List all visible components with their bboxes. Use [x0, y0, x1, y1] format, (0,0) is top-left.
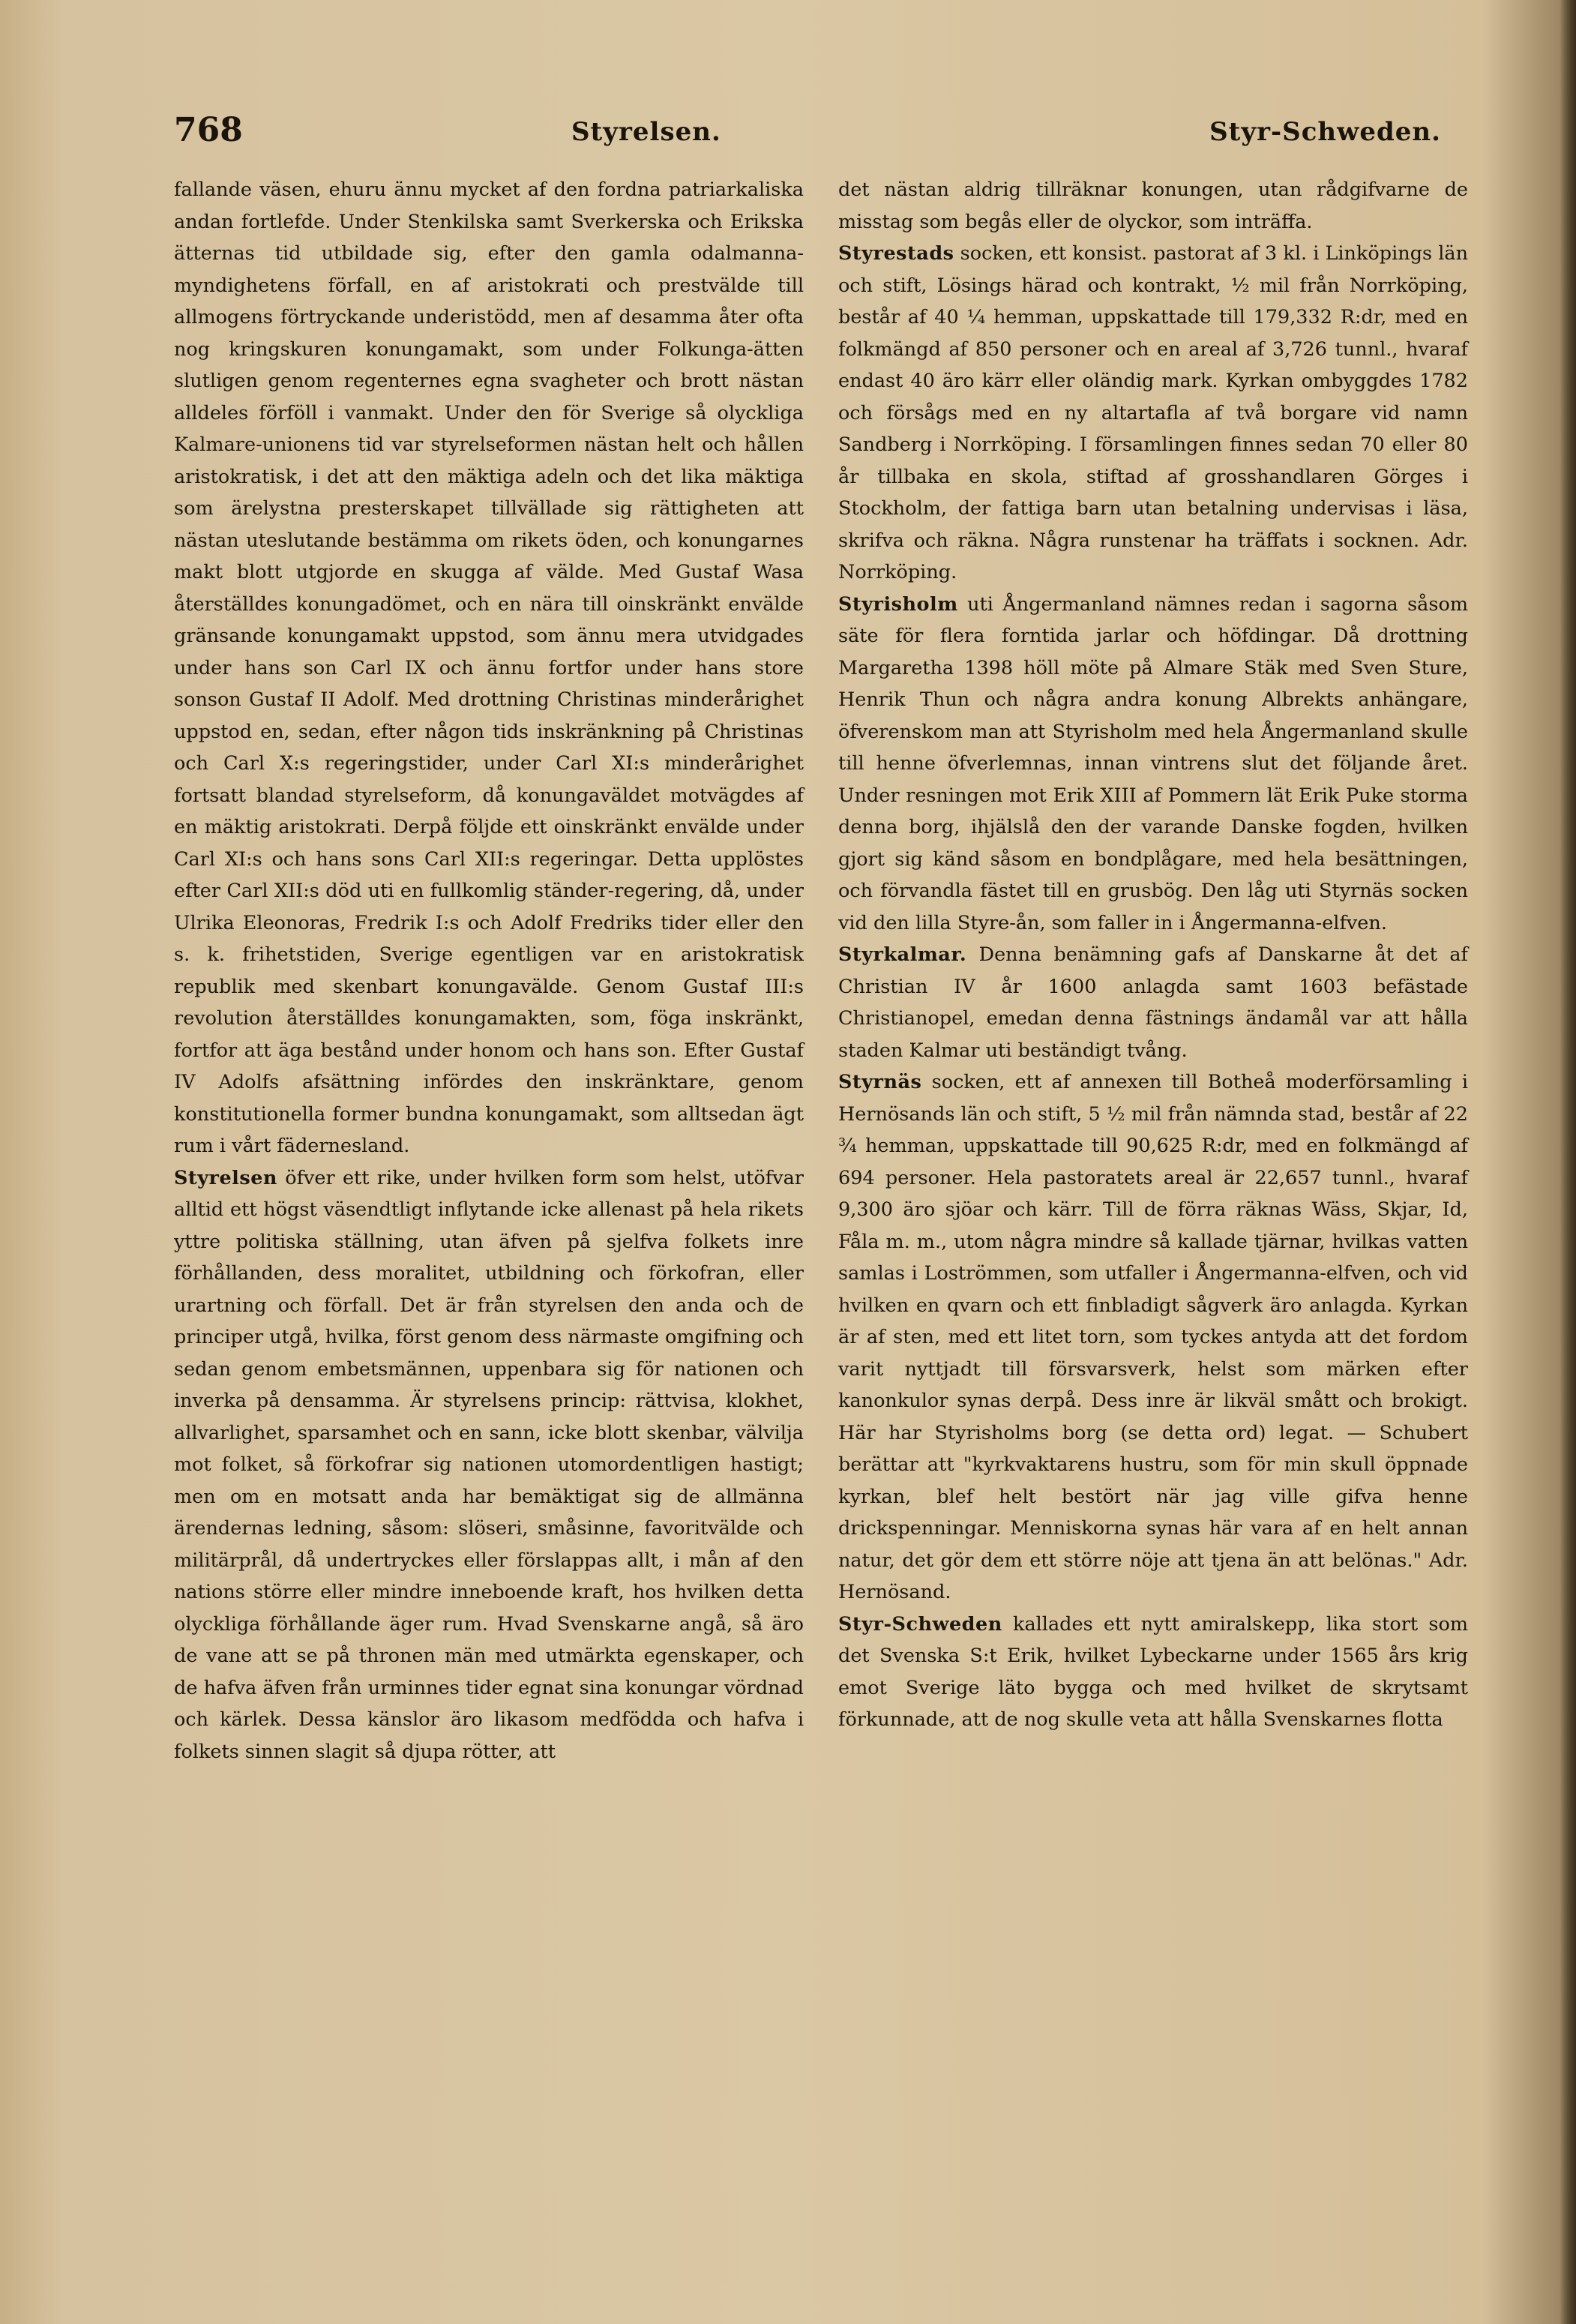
entry-headword: Styrisholm [838, 592, 958, 616]
entry-styrkalmar [838, 939, 1468, 1066]
entry-styrnas [838, 1066, 1468, 1609]
entry-styrestads [838, 238, 1468, 589]
entry-styr-schweden [838, 1609, 1468, 1736]
running-head-right: Styr-Schweden. [1209, 117, 1441, 147]
entry-headword: Styrnäs [838, 1071, 922, 1093]
entry-text: Denna benämning gafs af Danskarne åt det af Christian IV år 1600 anlagda samt 1603 befästade Christianopel, emedan denna fästnings ändamål var att hålla staden Kalmar uti beständigt tvång. [838, 943, 1468, 1062]
entry-headword: Styr-Schweden [838, 1612, 1002, 1636]
page-edge-shadow [1560, 0, 1576, 2324]
entry-styrisholm [838, 589, 1468, 940]
paragraph-continuation: det nästan aldrig tillräknar konungen, utan rådgifvarne de misstag som begås eller de olyckor, som inträffa. [838, 178, 1468, 233]
paragraph-continuation: fallande väsen, ehuru ännu mycket af den fordna patriarkaliska andan fortlefde. Under Stenkilska samt Sverkerska och Erikska ätternas tid utbildade sig, efter den gamla odalmanna-myndighetens förfall, en af aristokrati och prestvälde till allmogens förtryckande underistödd, men af desamma åter ofta nog kringskuren konungamakt, som under Folkunga-ätten slutligen genom regenternes egna svagheter och brott nästan alldeles förföll i vanmakt. Under den för Sverige så olyckliga Kalmare-unionens tid var styrelseformen nästan helt och hållen aristokratisk, i det att den mäktiga adeln och det lika mäktiga som ärelystna presterskapet tillvällade sig rättigheten att nästan uteslutande bestämma om rikets öden, och konungarnes makt blott utgjorde en skugga af välde. Med Gustaf Wasa återställdes konungadömet, och en nära till oinskränkt envälde gränsande konungamakt uppstod, som ännu mera utvidgades under hans son Carl IX och ännu fortfor under hans store sonson Gustaf II Adolf. Med drottning Christinas minderårighet uppstod en, sedan, efter någon tids inskränkning på Christinas och Carl X:s regeringstider, under Carl XI:s minderårighet fortsatt blandad styrelseform, då konungaväldet motvägdes af en mäktig aristokrati. Derpå följde ett oinskränkt envälde under Carl XI:s och hans sons Carl XII:s regeringar. Detta upplöstes efter Carl XII:s död uti en fullkomlig ständer-regering, då, under Ulrika Eleonoras, Fredrik I:s och Adolf Fredriks tider eller den s. k. frihetstiden, Sverige egentligen var en aristokratisk republik med skenbart konungavälde. Genom Gustaf III:s revolution återställdes konungamakten, som, föga inskränkt, fortfor att äga bestånd under honom och hans son. Efter Gustaf IV Adolfs afsättning infördes den inskränktare, genom konstitutionella former bundna konungamakt, som alltsedan ägt rum i vårt fädernesland. [174, 178, 804, 1157]
entry-text: uti Ångermanland nämnes redan i sagorna såsom säte för flera forntida jarlar och höfdingar. Då drottning Margaretha 1398 höll möte på Almare Stäk med Sven Sture, Henrik Thun och några andra konung Albrekts anhängare, öfverenskom man att Styrisholm med hela Ångermanland skulle till henne öfverlemnas, innan vintrens slut det följande året. Under resningen mot Erik XIII af Pommern lät Erik Puke storma denna borg, ihjälslå den der varande Danske fogden, hvilken gjort sig känd såsom en bondplågare, med hela besättningen, och förvandla fästet till en grusbög. Den låg uti Styrnäs socken vid den lilla Styre-ån, som faller in i Ångermanna-elfven. [838, 592, 1468, 934]
left-column [174, 174, 804, 1768]
running-head-left: Styrelsen. [571, 117, 721, 147]
entry-text: socken, ett konsist. pastorat af 3 kl. i Linköpings län och stift, Lösings härad och kontrakt, ½ mil från Norrköping, består af 40 ¼ hemman, uppskattade till 179,332 R:dr, med en folkmängd af 850 personer och en areal af 3,726 tunnl., hvaraf endast 40 äro kärr eller oländig mark. Kyrkan ombyggdes 1782 och försågs med en ny altartafla af två borgare vid namn Sandberg i Norrköping. I församlingen finnes sedan 70 eller 80 år tillbaka en skola, stiftad af grosshandlaren Görges i Stockholm, der fattiga barn utan betalning undervisas i läsa, skrifva och räkna. Några runstenar ha träffats i socknen. Adr. Norrköping. [838, 242, 1468, 583]
entry-text: socken, ett af annexen till Botheå moderförsamling i Hernösands län och stift, 5 ½ mil från nämnda stad, består af 22 ¾ hemman, uppskattade till 90,625 R:dr, med en folkmängd af 694 personer. Hela pastoratets areal är 22,657 tunnl., hvaraf 9,300 äro sjöar och kärr. Till de förra räknas Wäss, Skjar, Id, Fåla m. m., utom några mindre så kallade tjärnar, hvilkas vatten samlas i Loströmmen, som utfaller i Ångermanna-elfven, och vid hvilken en qvarn och ett finbladigt sågverk äro anlagda. Kyrkan är af sten, med ett litet torn, som tyckes antyda att det fordom varit nyttjadt till försvarsverk, helst som märken efter kanonkulor synas derpå. Dess inre är likväl smått och brokigt. Här har Styrisholms borg (se detta ord) legat. — Schubert berättar att "kyrkvaktarens hustru, som för min skull öppnade kyrkan, blef helt bestört när jag ville gifva henne drickspenningar. Menniskorna synas här vara af en helt annan natur, det gör dem ett större nöje att tjena än att belönas." Adr. Hernösand. [838, 1071, 1468, 1603]
page-number: 768 [174, 111, 243, 149]
entry-headword: Styrkalmar. [838, 943, 967, 966]
entry-styrelsen [174, 1162, 804, 1768]
entry-headword: Styrelsen [174, 1166, 277, 1189]
entry-headword: Styrestads [838, 242, 954, 265]
entry-text: kallades ett nytt amiralskepp, lika stort som det Svenska S:t Erik, hvilket Lybeckarne under 1565 års krig emot Sverige läto bygga och med hvilket de skrytsamt förkunnade, att de nog skulle veta att hålla Svenskarnes flotta [838, 1612, 1469, 1731]
page-header [174, 111, 1464, 156]
entry-text: öfver ett rike, under hvilken form som helst, utöfvar alltid ett högst väsendtligt inflytande icke allenast på hela rikets yttre politiska ställning, utan äfven på sjelfva folkets inre förhållanden, dess moralitet, utbildning och förkofran, eller urartning och förfall. Det är från styrelsen den anda och de principer utgå, hvilka, först genom dess närmaste omgifning och sedan genom embetsmännen, uppenbara sig för nationen och inverka på densamma. Är styrelsens princip: rättvisa, klokhet, allvarlighet, sparsamhet och en sann, icke blott skenbar, välvilja mot folket, så förkofrar sig nationen utomordentligen hastigt; men om en motsatt anda har bemäktigat sig de allmänna ärendernas ledning, såsom: slöseri, småsinne, favoritvälde och militärprål, då undertryckes eller förslappas allt, i mån af den nations större eller mindre inneboende kraft, hos hvilken detta olyckliga förhållande äger rum. Hvad Svenskarne angå, så äro de vane att se på thronen män med utmärkta egenskaper, och de hafva äfven från urminnes tider egnat sina konungar vördnad och kärlek. Dessa känslor äro likasom medfödda och hafva i folkets sinnen slagit så djupa rötter, att [174, 1166, 804, 1763]
right-column [838, 174, 1468, 1736]
